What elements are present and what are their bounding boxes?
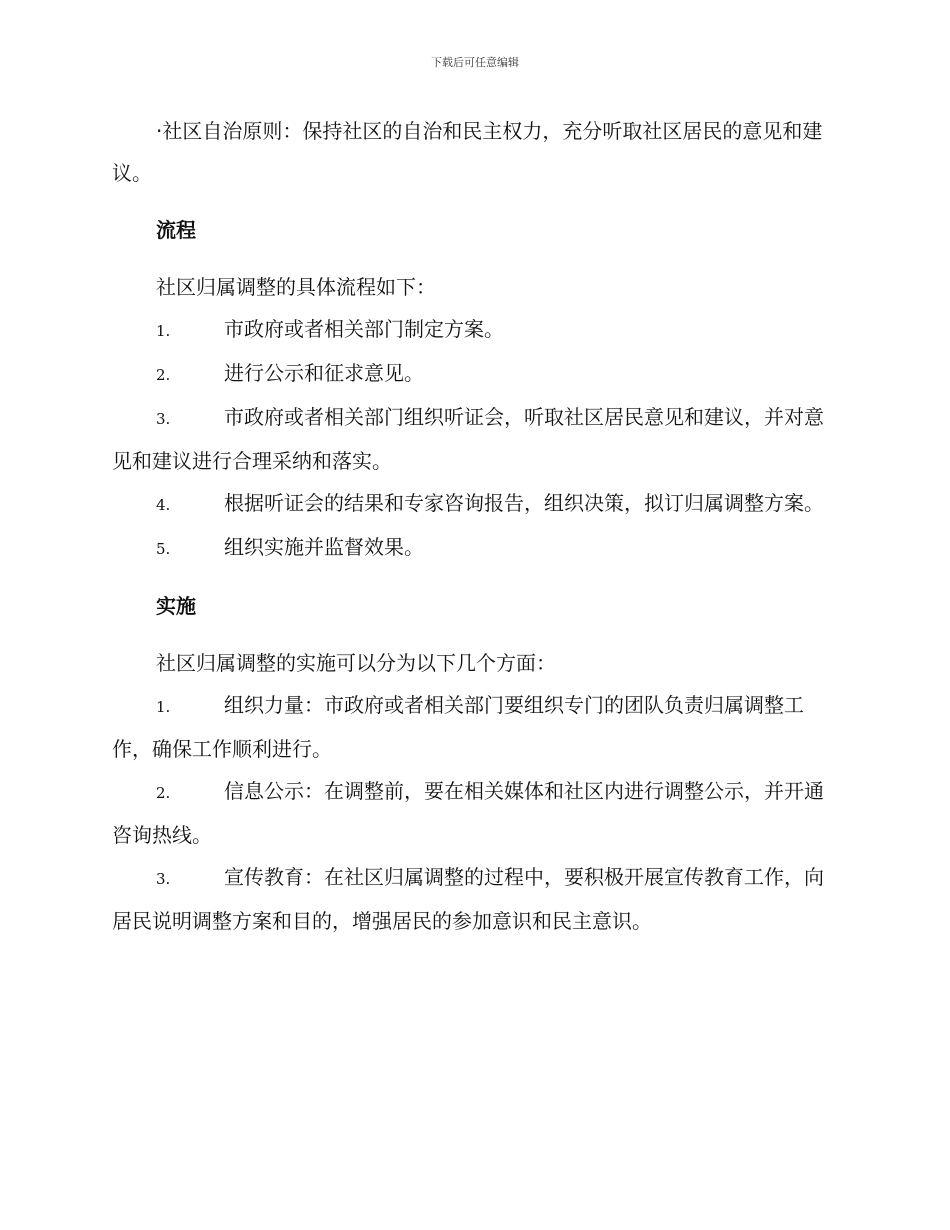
list-number: 5.	[156, 540, 171, 558]
implementation-item	[112, 770, 834, 856]
implementation-intro: 社区归属调整的实施可以分为以下几个方面：	[156, 651, 556, 675]
list-number: 3.	[156, 870, 171, 888]
process-intro: 社区归属调整的具体流程如下：	[156, 275, 436, 299]
section-heading-implementation: 实施	[156, 594, 196, 618]
process-item	[112, 396, 834, 482]
list-number: 3.	[156, 410, 171, 428]
document-body	[112, 110, 834, 942]
list-number: 2.	[156, 366, 171, 384]
list-item-text: 组织实施并监督效果。	[224, 535, 424, 559]
list-item-text: 信息公示：在调整前，要在相关媒体和社区内进行调整公示，并开通咨询热线。	[112, 779, 824, 847]
process-item	[112, 352, 834, 396]
process-item	[112, 526, 834, 570]
section-heading-process: 流程	[156, 218, 196, 242]
list-number: 1.	[156, 322, 171, 340]
list-item-text: 宣传教育：在社区归属调整的过程中，要积极开展宣传教育工作，向居民说明调整方案和目的，增强居民的参加意识和民主意识。	[112, 865, 824, 933]
list-item-text: 组织力量：市政府或者相关部门要组织专门的团队负责归属调整工作，确保工作顺利进行。	[112, 693, 804, 761]
implementation-item	[112, 684, 834, 770]
list-number: 1.	[156, 698, 171, 716]
list-item-text: 进行公示和征求意见。	[224, 361, 424, 385]
process-item	[112, 482, 834, 526]
list-number: 4.	[156, 496, 171, 514]
implementation-item	[112, 856, 834, 942]
list-item-text: 根据听证会的结果和专家咨询报告，组织决策，拟订归属调整方案。	[224, 491, 824, 515]
list-item-text: 市政府或者相关部门组织听证会，听取社区居民意见和建议，并对意见和建议进行合理采纳和落实。	[112, 405, 824, 473]
list-number: 2.	[156, 784, 171, 802]
page-header: 下载后可任意编辑	[431, 56, 519, 69]
process-item	[112, 308, 834, 352]
list-item-text: 市政府或者相关部门制定方案。	[224, 317, 504, 341]
principle-paragraph: ·社区自治原则：保持社区的自治和民主权力，充分听取社区居民的意见和建议。	[112, 119, 823, 185]
